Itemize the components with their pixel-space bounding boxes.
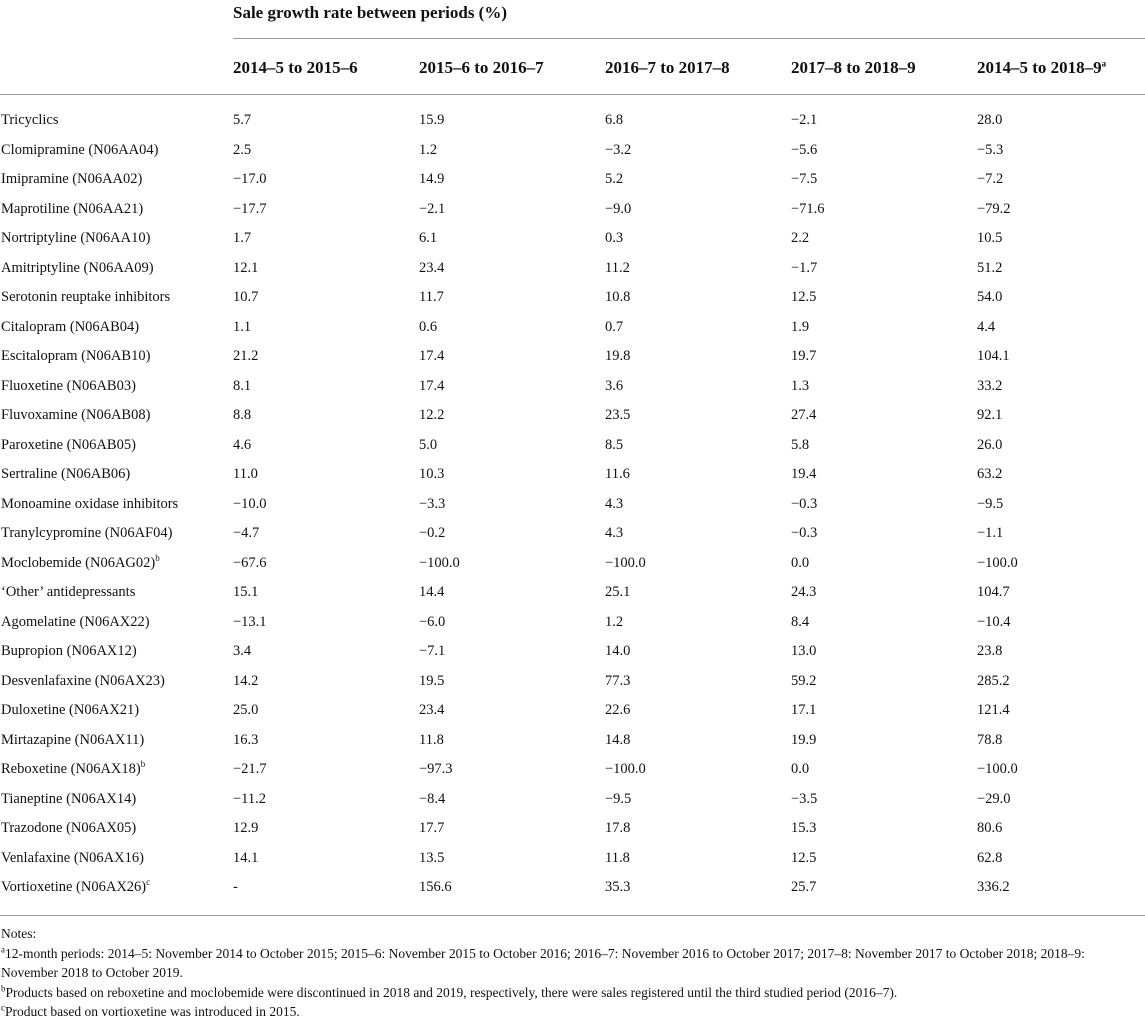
table-cell: −5.3	[977, 141, 1004, 158]
table-row	[0, 106, 1145, 136]
table-cell: 12.2	[419, 407, 445, 423]
table-cell: 33.2	[977, 377, 1003, 394]
table-cell: 19.4	[791, 466, 817, 482]
table-cell: −7.5	[791, 171, 818, 187]
table-row	[0, 283, 1145, 313]
table-cell: −5.6	[791, 141, 818, 158]
row-label: Fluvoxamine (N06AB08)	[1, 407, 151, 423]
table-row	[0, 165, 1145, 195]
table-cell: 19.8	[605, 348, 631, 364]
table-cell: −17.7	[233, 200, 267, 217]
table-row	[0, 814, 1145, 844]
table-cell: −0.3	[791, 495, 818, 512]
table-cell: 19.5	[419, 672, 445, 689]
table-bottom-rule	[0, 915, 1145, 916]
table-row	[0, 667, 1145, 697]
table-cell: 1.7	[233, 230, 252, 246]
table-row	[0, 431, 1145, 461]
table-cell: 2.2	[791, 230, 810, 246]
row-label: Maprotiline (N06AA21)	[1, 200, 144, 217]
table-cell: 8.5	[605, 436, 624, 453]
table-row	[0, 136, 1145, 166]
table-cell: 11.6	[605, 466, 630, 482]
table-cell: −0.2	[419, 525, 446, 541]
table-cell: 35.3	[605, 879, 631, 895]
table-cell: 23.5	[605, 407, 631, 423]
table-cell: −17.0	[233, 171, 267, 187]
table-cell: 104.7	[977, 584, 1010, 600]
table-row	[0, 490, 1145, 520]
table-row	[0, 873, 1145, 903]
table-cell: 17.7	[419, 820, 445, 836]
table-cell: 14.9	[419, 171, 445, 187]
table-row	[0, 254, 1145, 284]
table-cell: 12.5	[791, 849, 817, 866]
note-item: $^a$12-month periods: 2014–5: November 2014 to October 2015; 2015–6: November 2015 to October 2016; 2016–7: November 2016 to October 2017; 2017–8: November 2017 to October 2018; 2018–9: November 2018 to October 2019.	[1, 944, 1085, 981]
table-cell: 13.0	[791, 643, 817, 659]
table-cell: 10.5	[977, 230, 1003, 246]
table-cell: 15.9	[419, 112, 445, 128]
table-row	[0, 696, 1145, 726]
table-cell: −10.4	[977, 613, 1011, 630]
table-cell: −0.3	[791, 525, 818, 541]
table-cell: −3.3	[419, 495, 446, 512]
table-cell: 54.0	[977, 289, 1003, 305]
table-cell: 5.0	[419, 436, 438, 453]
table-cell: 19.9	[791, 731, 817, 748]
row-label: Imipramine (N06AA02)	[1, 171, 143, 187]
table-cell: 2.5	[233, 141, 252, 158]
table-row	[0, 195, 1145, 225]
table-cell: 6.1	[419, 230, 438, 246]
table-cell: 63.2	[977, 466, 1003, 482]
table-cell: 8.1	[233, 377, 252, 394]
table-cell: 15.3	[791, 820, 817, 836]
table-row	[0, 224, 1145, 254]
table-cell: 14.4	[419, 584, 445, 600]
row-label: Citalopram (N06AB04)	[1, 318, 140, 335]
table-cell: −97.3	[419, 761, 453, 777]
table-cell: 17.4	[419, 377, 445, 394]
row-label: Mirtazapine (N06AX11)	[1, 731, 145, 748]
row-label: Trazodone (N06AX05)	[1, 820, 137, 836]
column-header: 2014–5 to 2015–6	[233, 58, 358, 77]
table-cell: −6.0	[419, 613, 446, 630]
table-cell: 25.7	[791, 879, 817, 895]
table-row	[0, 637, 1145, 667]
table-cell: 26.0	[977, 436, 1003, 453]
table-cell: 17.8	[605, 820, 631, 836]
table-cell: 0.0	[791, 554, 810, 571]
row-label: Duloxetine (N06AX21)	[1, 702, 140, 718]
row-label: Escitalopram (N06AB10)	[1, 348, 151, 364]
table-cell: 10.7	[233, 289, 259, 305]
header-rule	[233, 38, 1145, 39]
table-cell: 121.4	[977, 702, 1010, 718]
table-cell: −13.1	[233, 613, 267, 630]
table-cell: −100.0	[605, 554, 646, 571]
row-label: Venlafaxine (N06AX16)	[1, 849, 144, 866]
row-label: Serotonin reuptake inhibitors	[1, 289, 171, 305]
table-cell: 1.2	[419, 141, 438, 158]
row-label: Amitriptyline (N06AA09)	[1, 259, 154, 276]
table-cell: 1.3	[791, 377, 810, 394]
table-cell: −1.1	[977, 525, 1004, 541]
table-cell: 3.6	[605, 377, 624, 394]
table-cell: -	[233, 879, 238, 895]
table-cell: −2.1	[419, 200, 446, 217]
table-row	[0, 519, 1145, 549]
table-cell: 0.3	[605, 230, 624, 246]
table-cell: 17.4	[419, 348, 445, 364]
table-cell: 4.6	[233, 436, 252, 453]
row-label: Bupropion (N06AX12)	[1, 643, 137, 659]
table-cell: 92.1	[977, 407, 1003, 423]
table-cell: 285.2	[977, 672, 1010, 689]
column-header-rule	[0, 94, 1145, 95]
table-cell: 0.7	[605, 318, 624, 335]
column-header: 2015–6 to 2016–7	[419, 58, 544, 77]
table-cell: 22.6	[605, 702, 631, 718]
table-cell: 16.3	[233, 731, 259, 748]
row-label: ‘Other’ antidepressants	[1, 584, 136, 600]
row-label: Paroxetine (N06AB05)	[1, 436, 136, 453]
note-item: $^c$Product based on vortioxetine was introduced in 2015.	[1, 1002, 300, 1020]
row-label: Clomipramine (N06AA04)	[1, 141, 159, 158]
table-cell: 6.8	[605, 112, 624, 128]
table-cell: 0.6	[419, 318, 438, 335]
note-item: $^b$Products based on reboxetine and moclobemide were discontinued in 2018 and 2019, respectively, there were sales registered until the third studied period (2016–7).	[1, 983, 898, 1000]
table-row	[0, 578, 1145, 608]
table-cell: 21.2	[233, 348, 259, 364]
table-cell: −100.0	[605, 761, 646, 777]
table-cell: −7.1	[419, 643, 446, 659]
table-cell: 15.1	[233, 584, 259, 600]
table-cell: 23.4	[419, 259, 445, 276]
table-cell: −29.0	[977, 790, 1011, 807]
table-cell: 77.3	[605, 672, 631, 689]
table-row	[0, 342, 1145, 372]
table-cell: −4.7	[233, 525, 260, 541]
table-cell: −71.6	[791, 200, 825, 217]
row-label: Monoamine oxidase inhibitors	[1, 495, 179, 512]
table-cell: 5.7	[233, 112, 252, 128]
table-row	[0, 549, 1145, 579]
table-cell: 104.1	[977, 348, 1010, 364]
table-row	[0, 608, 1145, 638]
row-label: Desvenlafaxine (N06AX23)	[1, 672, 165, 689]
table-cell: 8.8	[233, 407, 252, 423]
table-row	[0, 460, 1145, 490]
table-cell: 4.3	[605, 495, 624, 512]
table-cell: 14.2	[233, 672, 259, 689]
table-cell: −3.2	[605, 141, 632, 158]
table-cell: −67.6	[233, 554, 267, 571]
table-cell: 12.5	[791, 289, 817, 305]
table-cell: −2.1	[791, 112, 818, 128]
table-row	[0, 313, 1145, 343]
table-cell: 13.5	[419, 849, 445, 866]
table-cell: 4.3	[605, 525, 624, 541]
table-cell: 3.4	[233, 643, 252, 659]
table-notes	[1, 924, 1141, 1022]
row-label: Agomelatine (N06AX22)	[1, 613, 150, 630]
table-cell: 1.2	[605, 613, 624, 630]
table-cell: −8.4	[419, 790, 446, 807]
table-cell: −1.7	[791, 259, 818, 276]
table-cell: −21.7	[233, 761, 267, 777]
table-row	[0, 844, 1145, 874]
table-cell: 5.8	[791, 436, 810, 453]
table-cell: −100.0	[977, 554, 1018, 571]
table-cell: −100.0	[977, 761, 1018, 777]
group-header: Sale growth rate between periods (%)	[233, 3, 508, 22]
row-label: Nortriptyline (N06AA10)	[1, 230, 151, 246]
table-cell: 12.1	[233, 259, 259, 276]
row-label: Sertraline (N06AB06)	[1, 466, 131, 482]
table-cell: 11.2	[605, 259, 630, 276]
table-cell: −10.0	[233, 495, 267, 512]
table-cell: 14.0	[605, 643, 631, 659]
table-cell: 27.4	[791, 407, 817, 423]
table-row	[0, 785, 1145, 815]
table-cell: 1.1	[233, 318, 252, 335]
table-row	[0, 755, 1145, 785]
row-label: Tranylcypromine (N06AF04)	[1, 525, 173, 541]
table-cell: 8.4	[791, 613, 810, 630]
table-row	[0, 726, 1145, 756]
table-cell: 11.0	[233, 466, 258, 482]
table-cell: 1.9	[791, 318, 810, 335]
table-cell: 10.3	[419, 466, 445, 482]
table-cell: −7.2	[977, 171, 1004, 187]
table-cell: 156.6	[419, 879, 452, 895]
table-cell: 11.7	[419, 289, 444, 305]
table-cell: −11.2	[233, 790, 267, 807]
table-cell: 25.1	[605, 584, 631, 600]
table-cell: 4.4	[977, 318, 996, 335]
row-label: Fluoxetine (N06AB03)	[1, 377, 136, 394]
table-cell: 25.0	[233, 702, 259, 718]
table-cell: 59.2	[791, 672, 817, 689]
table-cell: 23.8	[977, 643, 1003, 659]
table-cell: 51.2	[977, 259, 1003, 276]
row-label: Reboxetine $(N06AX18)^b$	[1, 759, 146, 777]
column-headers	[0, 48, 1145, 90]
table-cell: 78.8	[977, 731, 1003, 748]
table-cell: −100.0	[419, 554, 460, 571]
table-cell: 23.4	[419, 702, 445, 718]
table-cell: −79.2	[977, 200, 1011, 217]
table-cell: 19.7	[791, 348, 817, 364]
column-header: 2016–7 to 2017–8	[605, 58, 730, 77]
table-cell: 12.9	[233, 820, 259, 836]
table-cell: 17.1	[791, 702, 817, 718]
table-cell: 10.8	[605, 289, 631, 305]
table-cell: −9.5	[977, 495, 1004, 512]
table-cell: 336.2	[977, 879, 1010, 895]
table-cell: 5.2	[605, 171, 624, 187]
table-cell: 11.8	[419, 731, 444, 748]
row-label: Tricyclics	[1, 112, 59, 128]
row-label: Vortioxetine $(N06AX26)^c$	[1, 877, 151, 895]
table-cell: 14.8	[605, 731, 631, 748]
table-cell: 62.8	[977, 849, 1003, 866]
table-row	[0, 401, 1145, 431]
table-cell: 11.8	[605, 849, 630, 866]
table-cell: 0.0	[791, 761, 810, 777]
row-label: Tianeptine (N06AX14)	[1, 790, 137, 807]
column-header: 2017–8 to 2018–9	[791, 58, 916, 77]
notes-heading: Notes:	[1, 926, 37, 941]
table-cell: 24.3	[791, 584, 817, 600]
table-cell: 14.1	[233, 849, 259, 866]
table-cell: −9.5	[605, 790, 632, 807]
table-row	[0, 372, 1145, 402]
table-cell: −3.5	[791, 790, 818, 807]
row-label: Moclobemide $(N06AG02)^b$	[1, 552, 160, 571]
column-header: 2014–5 to 2018–9$^a$	[977, 58, 1107, 77]
table-cell: −9.0	[605, 200, 632, 217]
table-cell: 28.0	[977, 112, 1003, 128]
table-cell: 80.6	[977, 820, 1003, 836]
